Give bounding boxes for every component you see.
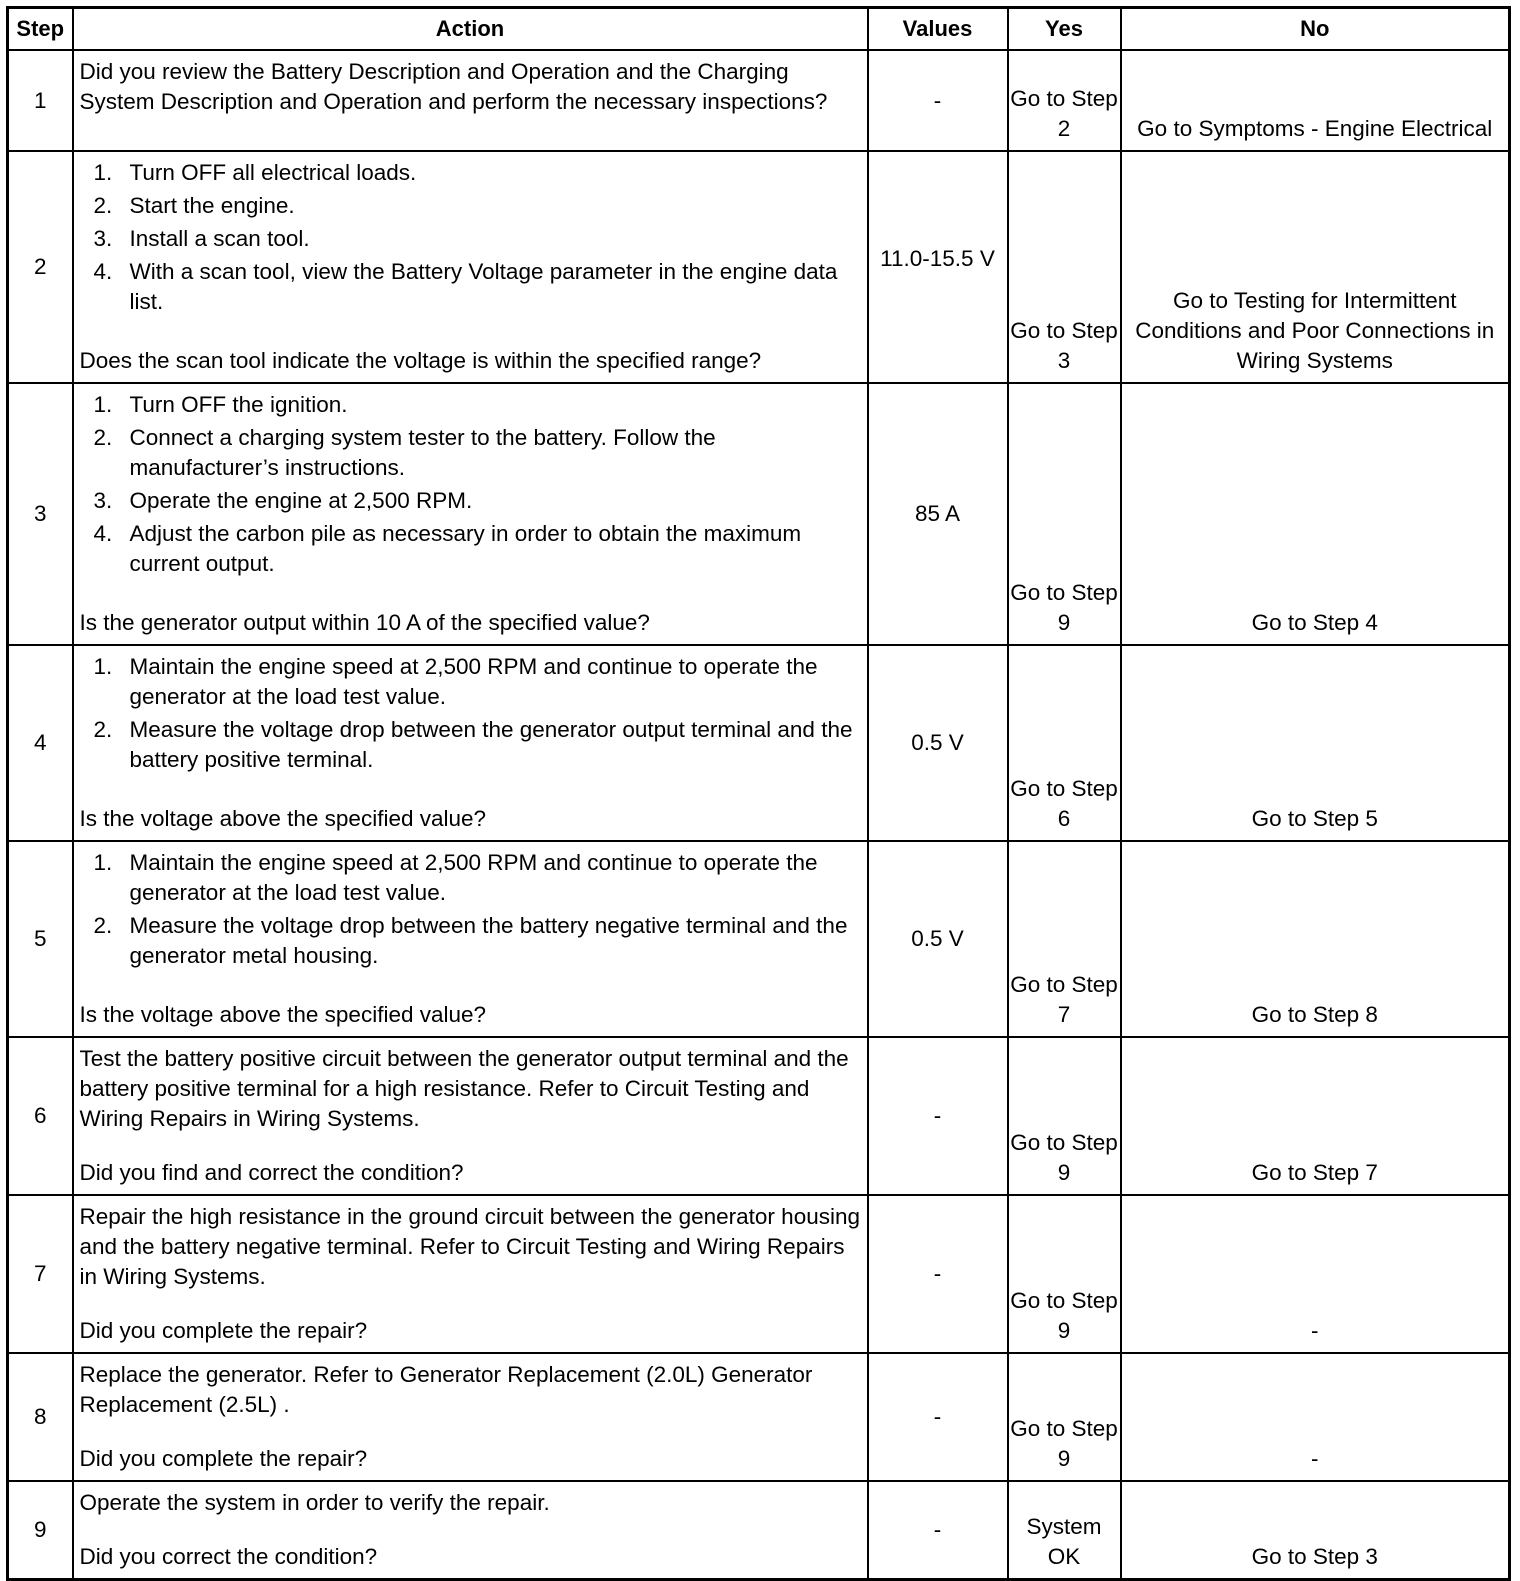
no-cell: - bbox=[1121, 1353, 1510, 1481]
no-cell: Go to Step 7 bbox=[1121, 1037, 1510, 1195]
yes-cell: Go to Step 9 bbox=[1008, 1037, 1121, 1195]
table-row bbox=[8, 151, 1510, 383]
list-item: 2. Measure the voltage drop between the battery negative terminal and the generator metal housing. bbox=[93, 913, 848, 968]
step-number: 2 bbox=[8, 151, 73, 383]
value-cell: - bbox=[868, 1353, 1008, 1481]
step-number: 4 bbox=[8, 645, 73, 841]
header-no: No bbox=[1121, 8, 1510, 51]
no-cell: Go to Symptoms - Engine Electrical bbox=[1121, 50, 1510, 151]
no-cell: Go to Step 3 bbox=[1121, 1481, 1510, 1580]
header-yes: Yes bbox=[1008, 8, 1121, 51]
action-cell bbox=[73, 1037, 868, 1195]
header-row bbox=[8, 8, 1510, 51]
yes-cell: Go to Step 9 bbox=[1008, 1353, 1121, 1481]
header-action: Action bbox=[73, 8, 868, 51]
table-row bbox=[8, 1195, 1510, 1353]
action-cell bbox=[73, 1481, 868, 1580]
action-question: Does the scan tool indicate the voltage is within the specified range? bbox=[79, 348, 762, 373]
step-number: 5 bbox=[8, 841, 73, 1037]
action-text: Test the battery positive circuit between the generator output terminal and the battery positive terminal for a high resistance. Refer to Circuit Testing and Wiring Repairs in Wiring Systems. bbox=[79, 1046, 849, 1131]
yes-cell: Go to Step 2 bbox=[1008, 50, 1121, 151]
step-number: 9 bbox=[8, 1481, 73, 1580]
action-cell bbox=[73, 1353, 868, 1481]
action-question: Is the voltage above the specified value? bbox=[79, 806, 487, 831]
list-item: 1. Maintain the engine speed at 2,500 RPM and continue to operate the generator at the load test value. bbox=[93, 654, 818, 709]
value-cell: 0.5 V bbox=[868, 645, 1008, 841]
action-question: Is the voltage above the specified value? bbox=[79, 1002, 487, 1027]
step-number: 1 bbox=[8, 50, 73, 151]
action-steps bbox=[80, 652, 861, 775]
no-cell: Go to Step 4 bbox=[1121, 383, 1510, 645]
yes-cell: Go to Step 6 bbox=[1008, 645, 1121, 841]
table-row bbox=[8, 841, 1510, 1037]
action-text: Replace the generator. Refer to Generator Replacement (2.0L) Generator Replacement (2.5L) . bbox=[79, 1362, 813, 1417]
action-question: Did you complete the repair? bbox=[79, 1318, 368, 1343]
action-text: Did you review the Battery Description and Operation and the Charging System Description and Operation and perform the necessary inspections? bbox=[79, 59, 828, 114]
no-cell: - bbox=[1121, 1195, 1510, 1353]
value-cell: 11.0-15.5 V bbox=[868, 151, 1008, 383]
action-text: Repair the high resistance in the ground circuit between the generator housing and the battery negative terminal. Refer to Circuit Testing and Wiring Repairs in Wiring Systems. bbox=[79, 1204, 860, 1289]
step-number: 7 bbox=[8, 1195, 73, 1353]
list-item: 2. Measure the voltage drop between the generator output terminal and the battery positive terminal. bbox=[93, 717, 853, 772]
no-cell: Go to Step 5 bbox=[1121, 645, 1510, 841]
table-row bbox=[8, 1481, 1510, 1580]
action-cell bbox=[73, 383, 868, 645]
list-item: 1. Maintain the engine speed at 2,500 RPM and continue to operate the generator at the load test value. bbox=[93, 850, 818, 905]
action-cell bbox=[73, 50, 868, 151]
action-question: Is the generator output within 10 A of the specified value? bbox=[79, 610, 650, 635]
value-cell: 0.5 V bbox=[868, 841, 1008, 1037]
step-number: 8 bbox=[8, 1353, 73, 1481]
yes-cell: Go to Step 9 bbox=[1008, 1195, 1121, 1353]
action-cell bbox=[73, 645, 868, 841]
action-question: Did you correct the condition? bbox=[79, 1544, 378, 1569]
action-cell bbox=[73, 1195, 868, 1353]
action-question: Did you find and correct the condition? bbox=[79, 1160, 464, 1185]
list-item: 3. Install a scan tool. bbox=[93, 226, 310, 251]
list-item: 3. Operate the engine at 2,500 RPM. bbox=[93, 488, 473, 513]
step-number: 3 bbox=[8, 383, 73, 645]
table-row bbox=[8, 50, 1510, 151]
list-item: 4. With a scan tool, view the Battery Voltage parameter in the engine data list. bbox=[93, 259, 838, 314]
table-row bbox=[8, 1353, 1510, 1481]
action-steps bbox=[80, 390, 861, 579]
value-cell: - bbox=[868, 1481, 1008, 1580]
action-steps bbox=[80, 158, 861, 317]
list-item: 1. Turn OFF the ignition. bbox=[93, 392, 348, 417]
yes-cell: Go to Step 3 bbox=[1008, 151, 1121, 383]
step-number: 6 bbox=[8, 1037, 73, 1195]
list-item: 2. Connect a charging system tester to the battery. Follow the manufacturer’s instructions. bbox=[93, 425, 716, 480]
value-cell: - bbox=[868, 1037, 1008, 1195]
value-cell: - bbox=[868, 1195, 1008, 1353]
no-cell: Go to Testing for Intermittent Conditions and Poor Connections in Wiring Systems bbox=[1121, 151, 1510, 383]
action-cell bbox=[73, 151, 868, 383]
action-question: Did you complete the repair? bbox=[79, 1446, 368, 1471]
yes-cell: Go to Step 7 bbox=[1008, 841, 1121, 1037]
yes-cell: Go to Step 9 bbox=[1008, 383, 1121, 645]
list-item: 2. Start the engine. bbox=[93, 193, 295, 218]
value-cell: - bbox=[868, 50, 1008, 151]
diagnostic-table bbox=[6, 6, 1511, 1581]
header-step: Step bbox=[8, 8, 73, 51]
table-row bbox=[8, 383, 1510, 645]
action-text: Operate the system in order to verify the repair. bbox=[79, 1490, 550, 1515]
action-steps bbox=[80, 848, 861, 971]
action-cell bbox=[73, 841, 868, 1037]
list-item: 4. Adjust the carbon pile as necessary in order to obtain the maximum current output. bbox=[93, 521, 802, 576]
no-cell: Go to Step 8 bbox=[1121, 841, 1510, 1037]
header-values: Values bbox=[868, 8, 1008, 51]
value-cell: 85 A bbox=[868, 383, 1008, 645]
table-row bbox=[8, 1037, 1510, 1195]
yes-cell: System OK bbox=[1008, 1481, 1121, 1580]
table-row bbox=[8, 645, 1510, 841]
list-item: 1. Turn OFF all electrical loads. bbox=[93, 160, 417, 185]
